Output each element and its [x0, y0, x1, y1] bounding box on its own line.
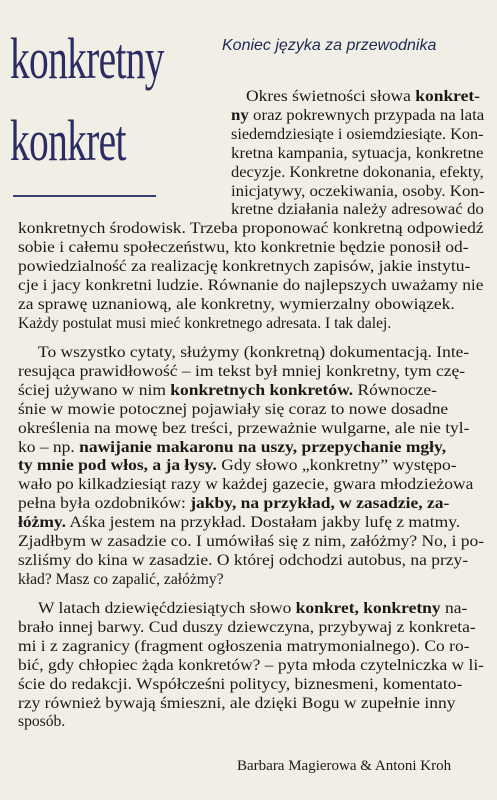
text-line	[18, 314, 391, 333]
text-run: Równocze-	[353, 381, 438, 399]
headword-divider	[13, 195, 156, 197]
text-run: decyzje. Konkretne dokonania, efekty,	[231, 163, 484, 181]
text-line	[18, 618, 476, 637]
text-run: za sprawę uznaniową, ale konkretny, wymierzalny obowiązek.	[18, 295, 455, 313]
text-line	[38, 343, 469, 362]
headword-konkret: konkret	[10, 108, 126, 173]
text-run: ściej używano w nim	[18, 381, 171, 399]
text-run: konkretnych środowisk. Trzeba proponować konkretną odpowiedź	[18, 220, 484, 238]
bold-phrase: jakby, na przykład, w zasadzie, za-	[190, 495, 450, 513]
text-run: ście do redakcji. Współcześni politycy, biznesmeni, komentato-	[18, 675, 463, 693]
text-line	[18, 656, 484, 675]
text-line	[18, 400, 448, 419]
text-line	[246, 87, 480, 106]
text-line	[231, 106, 484, 125]
text-run: mi i z zagranicy (fragment ogłoszenia matrymonialnego). Co ro-	[18, 637, 470, 655]
text-line	[18, 438, 446, 457]
bold-phrase: ty mnie pod włos, a ja łysy.	[18, 457, 217, 475]
text-run: powiedzialność za realizację konkretnych zapisów, jakie instytu-	[18, 258, 471, 276]
text-run: To wszystko cytaty, służymy (konkretną) dokumentacją. Inte-	[38, 344, 470, 361]
text-run: kretne działania należy adresować do	[231, 201, 484, 219]
text-line	[18, 637, 470, 656]
text-run: Okres świetności słowa	[246, 88, 416, 105]
bold-phrase: konkretnych konkretów.	[170, 381, 354, 399]
text-line	[18, 276, 484, 295]
text-line	[18, 712, 65, 731]
text-run: śnie w mowie potocznej pojawiały się coraz to nowe dosadne	[18, 400, 449, 418]
text-run: sobie i całemu społeczeństwu, kto konkretnie będzie ponosił od-	[18, 239, 469, 257]
article-subtitle: Koniec języka za przewodnika	[222, 37, 437, 54]
text-line	[18, 381, 437, 400]
text-run: W latach dziewięćdziesiątych słowo	[38, 600, 296, 617]
text-line	[18, 219, 484, 238]
text-run: bić, gdy chłopiec żąda konkretów? – pyta młoda czytelniczka w li-	[18, 656, 484, 674]
text-run: rzy również bywają śmieszni, ale dzięki Bogu w zupełnie inny	[18, 694, 456, 712]
text-line	[18, 295, 455, 314]
bold-phrase: nawijanie makaronu na uszy, przepychanie mgły,	[79, 438, 447, 456]
text-run: na-	[440, 600, 468, 617]
text-line	[18, 475, 473, 494]
text-run: cje i jacy konkretni ludzie. Równanie do najlepszych uważamy nie	[18, 277, 484, 294]
text-run: oraz pokrewnych przypada na lata	[248, 106, 485, 124]
article-author: Barbara Magierowa & Antoni Kroh	[237, 758, 452, 774]
text-line	[18, 362, 465, 381]
bold-phrase: konkret, konkretny	[295, 600, 441, 617]
text-line	[18, 675, 462, 694]
bold-phrase: ny	[231, 106, 249, 124]
text-run: pełna była ozdobników:	[18, 495, 191, 513]
text-line	[38, 599, 467, 618]
text-line	[18, 238, 469, 257]
text-line	[18, 551, 468, 570]
headword-konkretny: konkretny	[10, 26, 164, 91]
text-run: resująca prawidłowość – im tekst był mniej konkretny, tym czę-	[18, 362, 466, 380]
bold-phrase: łóżmy.	[18, 514, 67, 532]
text-line	[231, 144, 483, 163]
text-line	[18, 456, 457, 475]
text-run: kretna kampania, sytuacja, konkretne	[231, 144, 484, 162]
text-run: sposób.	[18, 713, 66, 731]
text-run: wało po kilkadziesiąt razy w każdej gazecie, gwara młodzieżowa	[18, 476, 474, 494]
text-line	[231, 200, 484, 219]
text-run: inicjatywy, oczekiwania, osoby. Kon-	[231, 182, 485, 200]
text-line	[18, 257, 470, 276]
text-run: brało innej barwy. Cud duszy dziewczyna, przybywaj z konkreta-	[18, 618, 476, 636]
text-run: Każdy postulat musi mieć konkretnego adresata. I tak dalej.	[18, 314, 392, 332]
text-line	[18, 694, 455, 713]
text-run: kład? Masz co zapalić, załóżmy?	[18, 570, 224, 588]
text-line	[231, 125, 483, 144]
text-line	[18, 570, 224, 589]
text-run: siedemdziesiąte i osiemdziesiąte. Kon-	[231, 125, 484, 143]
text-line	[18, 513, 460, 532]
text-run: Aśka jestem na przykład. Dostałam jakby lufę z matmy.	[66, 514, 461, 532]
text-run: szliśmy do kina w zasadzie. O której odchodzi autobus, na przy-	[18, 551, 469, 569]
text-line	[18, 532, 484, 551]
text-run: określenia na mowę bez treści, przeważnie wulgarne, ale nie tyl-	[18, 419, 470, 437]
text-run: ko – np.	[18, 438, 80, 456]
text-line	[18, 419, 469, 438]
text-line	[231, 182, 484, 201]
text-run: Zjadłbym w zasadzie co. I umówiłaś się z nim, załóżmy? No, i po-	[18, 533, 485, 550]
text-line	[231, 163, 484, 182]
bold-phrase: konkret-	[415, 88, 480, 105]
text-run: Gdy słowo „konkretny” występo-	[216, 457, 457, 475]
text-line	[18, 494, 449, 513]
